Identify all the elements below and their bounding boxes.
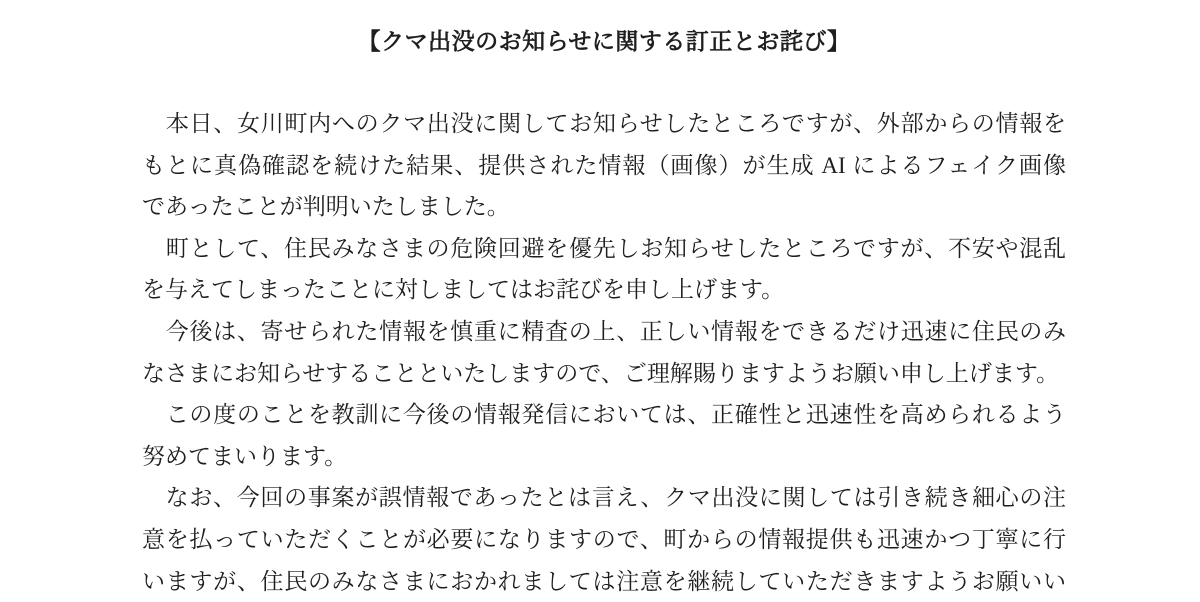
text-line: 努めてまいります。 <box>142 443 348 469</box>
text-line: なお、今回の事案が誤情報であったとは言え、クマ出没に関しては引き続き細心の注 <box>142 485 1066 511</box>
text-line: もとに真偽確認を続けた結果、提供された情報（画像）が生成 AI によるフェイク画像 <box>142 152 1066 178</box>
text-line: 本日、女川町内へのクマ出没に関してお知らせしたところですが、外部からの情報を <box>142 111 1066 136</box>
text-line: 町として、住民みなさまの危険回避を優先しお知らせしたところですが、不安や混乱 <box>142 235 1066 261</box>
text-line: この度のことを教訓に今後の情報発信においては、正確性と迅速性を高められるよう <box>142 402 1066 428</box>
text-line: なさまにお知らせすることといたしますので、ご理解賜りますようお願い申し上げます。 <box>142 360 1060 386</box>
text-line: いますが、住民のみなさまにおかれましては注意を継続していただきますようお願いい <box>142 568 1067 594</box>
text-line: 今後は、寄せられた情報を慎重に精査の上、正しい情報をできるだけ迅速に住民のみ <box>142 318 1066 344</box>
page-title: 【クマ出没のお知らせに関する訂正とお詫び】 <box>357 29 851 54</box>
text-line: を与えてしまったことに対しましてはお詫びを申し上げます。 <box>142 277 785 303</box>
document-body <box>142 103 1066 602</box>
text-line: 意を払っていただくことが必要になりますので、町からの情報提供も迅速かつ丁寧に行 <box>142 526 1066 552</box>
text-line: であったことが判明いたしました。 <box>142 194 510 220</box>
